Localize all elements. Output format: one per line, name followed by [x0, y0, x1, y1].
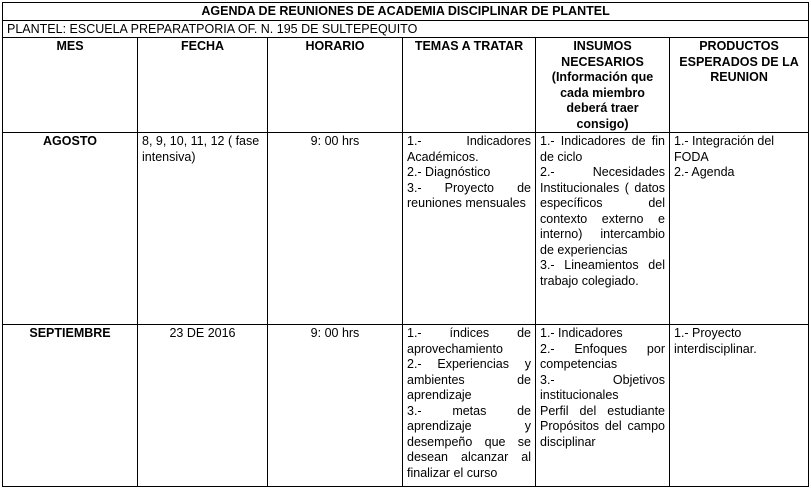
productos-item: 1.- Integración del FODA [674, 134, 775, 164]
insumos-item: 1.- Indicadores de fin de ciclo [540, 134, 665, 164]
table-title: AGENDA DE REUNIONES DE ACADEMIA DISCIPLINAR DE PLANTEL [3, 3, 809, 21]
temas-item: 1.- índices de aprovechamiento [407, 326, 531, 356]
cell-temas [403, 133, 536, 325]
cell-horario: 9: 00 hrs [268, 325, 403, 487]
cell-productos [670, 325, 809, 487]
header-horario: HORARIO [268, 38, 403, 133]
plantel-row: PLANTEL: ESCUELA PREPARATPORIA OF. N. 195 DE SULTEPEQUITO [3, 20, 809, 38]
cell-temas [403, 325, 536, 487]
productos-item: 2.- Agenda [674, 165, 735, 179]
productos-item: 1.- Proyecto interdisciplinar. [674, 326, 757, 356]
temas-item: 2.- Diagnóstico [407, 165, 491, 179]
header-mes: MES [3, 38, 138, 133]
insumos-item: 2.- Necesidades Institucionales ( datos específicos del contexto externo e interno) intercambio de experiencias [540, 165, 665, 257]
temas-item: 3.- Proyecto de reuniones mensuales [407, 180, 531, 210]
cell-mes: SEPTIEMBRE [3, 325, 138, 487]
cell-mes: AGOSTO [3, 133, 138, 325]
cell-insumos [536, 325, 670, 487]
cell-horario: 9: 00 hrs [268, 133, 403, 325]
table-row [3, 325, 809, 487]
cell-fecha: 8, 9, 10, 11, 12 ( fase intensiva) [138, 133, 268, 325]
insumos-item: 3.- Objetivos institucionales [540, 372, 665, 402]
header-insumos: INSUMOS NECESARIOS (Información que cada miembro deberá traer consigo) [536, 38, 670, 133]
table-row [3, 133, 809, 325]
insumos-item: Propósitos del campo disciplinar [540, 419, 665, 449]
insumos-item: 1.- Indicadores [540, 326, 623, 340]
temas-item: 2.- Experiencias y ambientes de aprendizaje [407, 357, 531, 402]
agenda-table [2, 2, 809, 487]
insumos-item: 3.- Lineamientos del trabajo colegiado. [540, 258, 665, 288]
header-row [3, 38, 809, 133]
cell-insumos [536, 133, 670, 325]
temas-item: 1.- Indicadores Académicos. [407, 134, 531, 164]
header-temas: TEMAS A TRATAR [403, 38, 536, 133]
temas-item: 3.- metas de aprendizaje y desempeño que se desean alcanzar al finalizar el curso [407, 403, 531, 480]
header-fecha: FECHA [138, 38, 268, 133]
header-productos: PRODUCTOS ESPERADOS DE LA REUNION [670, 38, 809, 133]
cell-productos [670, 133, 809, 325]
insumos-item: 2.- Enfoques por competencias [540, 341, 665, 371]
cell-fecha: 23 DE 2016 [138, 325, 268, 487]
insumos-item: Perfil del estudiante [540, 403, 665, 418]
